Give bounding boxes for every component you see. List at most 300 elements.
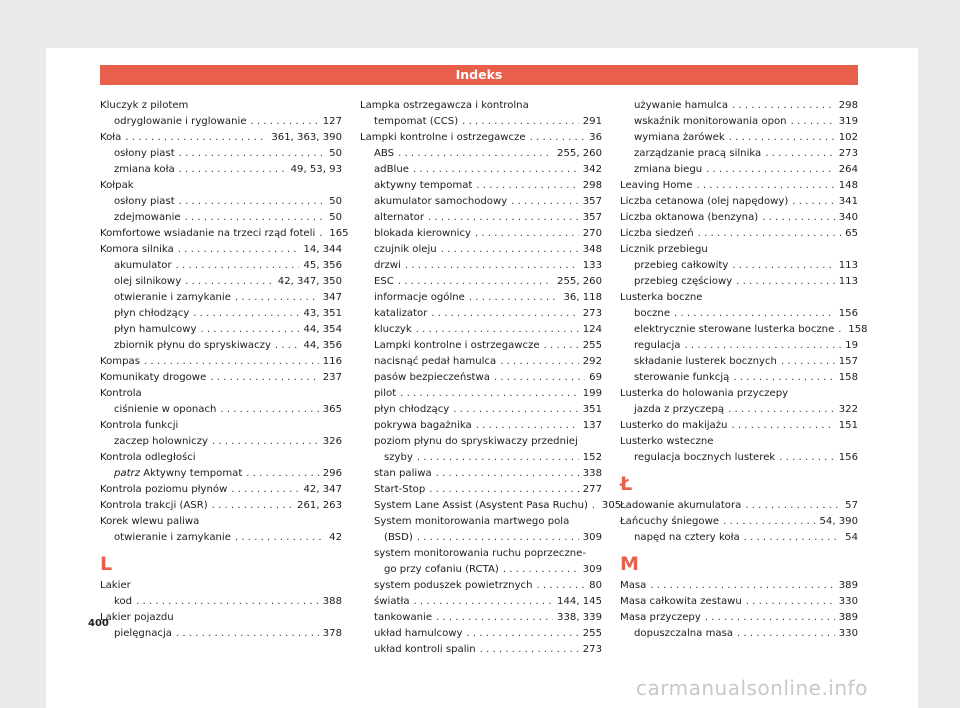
index-term-text: Liczba siedzeń (620, 228, 694, 239)
index-term-text: Start-Stop (374, 484, 426, 495)
index-term (100, 98, 188, 114)
page-reference: 341 (838, 196, 858, 207)
watermark: carmanualsonline.info (636, 676, 868, 700)
index-term-text: układ kontroli spalin (374, 644, 476, 655)
index-term-text: elektrycznie sterowane lusterka boczne (634, 324, 835, 335)
index-term (114, 402, 216, 418)
index-term-text: regulacja (634, 340, 681, 351)
page-reference: 273 (582, 308, 602, 319)
index-term (100, 354, 140, 370)
index-term (100, 242, 174, 258)
index-column-2 (360, 98, 622, 658)
dot-leader (144, 354, 319, 370)
dot-leader (530, 130, 586, 146)
index-term (114, 274, 181, 290)
index-term (114, 338, 271, 354)
dot-leader (220, 402, 318, 418)
index-term (634, 274, 732, 290)
index-term-text: pilot (374, 388, 397, 399)
index-term-text: poziom płynu do spryskiwaczy przedniej (374, 436, 578, 447)
index-term (634, 370, 729, 386)
page-reference: 298 (838, 100, 858, 111)
index-term-text: (BSD) (384, 532, 413, 543)
index-term-text: tankowanie (374, 612, 433, 623)
page-reference: 50 (329, 148, 342, 159)
dot-leader (416, 322, 579, 338)
index-subentry (100, 338, 342, 354)
index-term-text: zmiana biegu (634, 164, 703, 175)
page-reference: 49, 53, 93 (290, 164, 342, 175)
dot-leader (125, 130, 267, 146)
index-term (114, 530, 231, 546)
index-entry (620, 434, 858, 450)
page-reference: 45, 356 (303, 260, 342, 271)
index-term (100, 130, 121, 146)
page-reference: 291 (582, 116, 602, 127)
dot-leader (405, 258, 579, 274)
page-reference: 298 (582, 180, 602, 191)
index-subentry (360, 610, 602, 626)
dot-leader (231, 482, 299, 498)
dot-leader (475, 226, 579, 242)
index-term-text: system monitorowania ruchu poprzeczne- (374, 548, 587, 559)
dot-leader (762, 210, 835, 226)
index-subentry (100, 194, 342, 210)
index-term-text: zmiana koła (114, 164, 175, 175)
page-reference: 296 (322, 468, 342, 479)
index-term-text: Liczba cetanowa (olej napędowy) (620, 196, 789, 207)
index-term-text: zaczep holowniczy (114, 436, 208, 447)
dot-leader (193, 306, 299, 322)
dot-leader (179, 146, 325, 162)
dot-leader (733, 370, 834, 386)
page-reference: 157 (838, 356, 858, 367)
page-reference: 102 (838, 132, 858, 143)
index-term-text: Kontrola funkcji (100, 420, 179, 431)
dot-leader (765, 146, 834, 162)
dot-leader (503, 562, 579, 578)
page-reference: 144, 145 (557, 596, 602, 607)
index-term (374, 610, 432, 626)
dot-leader (732, 98, 835, 114)
index-term-text: jazda z przyczepą (634, 404, 725, 415)
index-term-text: Masa (620, 580, 647, 591)
page-reference: 378 (322, 628, 342, 639)
index-term (114, 466, 242, 482)
index-term-text: Kontrola odległości (100, 452, 196, 463)
index-term (634, 322, 834, 338)
page-reference: 357 (582, 212, 602, 223)
dot-leader (275, 338, 300, 354)
page-reference: 255 (582, 628, 602, 639)
section-title: Indeks (455, 67, 503, 82)
dot-leader (431, 306, 578, 322)
page-reference: 255 (582, 340, 602, 351)
index-term-text: pielęgnacja (114, 628, 172, 639)
index-entry (620, 418, 858, 434)
index-subentry (360, 466, 602, 482)
dot-leader (176, 258, 300, 274)
index-term (384, 450, 413, 466)
index-term-text: ESC (374, 276, 394, 287)
index-term-text: Aktywny tempomat (143, 468, 243, 479)
dot-leader (179, 162, 287, 178)
index-entry (620, 178, 858, 194)
index-term-text: blokada kierownicy (374, 228, 471, 239)
dot-leader (536, 578, 585, 594)
index-subentry (360, 578, 602, 594)
index-entry (620, 242, 858, 258)
index-subentry (360, 210, 602, 226)
dot-leader (136, 594, 319, 610)
index-term-text: Ładowanie akumulatora (620, 500, 742, 511)
page-reference: 113 (838, 260, 858, 271)
dot-leader (441, 242, 579, 258)
index-term (100, 418, 178, 434)
page-reference: 57 (845, 500, 858, 511)
index-term (100, 610, 174, 626)
page-reference: 351 (582, 404, 602, 415)
index-entry (620, 498, 858, 514)
index-term-text: akumulator (114, 260, 172, 271)
page-reference: 199 (582, 388, 602, 399)
index-term-text: Kołpak (100, 180, 134, 191)
index-term (620, 178, 692, 194)
page-reference: 42 (329, 532, 342, 543)
index-term (100, 578, 131, 594)
index-term (620, 210, 758, 226)
index-term (374, 498, 588, 514)
index-letter-heading: Ł (620, 473, 633, 495)
dot-leader (413, 162, 579, 178)
index-term (100, 178, 134, 194)
index-term (114, 210, 181, 226)
page-reference: 69 (589, 372, 602, 383)
dot-leader (398, 274, 553, 290)
dot-leader (246, 466, 318, 482)
page-reference: 50 (329, 212, 342, 223)
index-term-text: system poduszek powietrznych (374, 580, 533, 591)
page-reference: 42, 347 (303, 484, 342, 495)
dot-leader (179, 194, 325, 210)
index-term-text: płyn chłodzący (114, 308, 190, 319)
index-term (634, 114, 787, 130)
index-term-text: Komfortowe wsiadanie na trzeci rząd foteli (100, 228, 316, 239)
page-reference: 36 (589, 132, 602, 143)
dot-leader (684, 338, 841, 354)
index-subentry (360, 642, 602, 658)
dot-leader (732, 258, 834, 274)
index-term-text: System Lane Assist (Asystent Pasa Ruchu) (374, 500, 588, 511)
dot-leader (200, 322, 299, 338)
dot-leader (500, 354, 579, 370)
dot-leader (736, 274, 835, 290)
dot-leader (429, 482, 578, 498)
index-entry (620, 594, 858, 610)
index-subentry (360, 354, 602, 370)
page-reference: 389 (838, 580, 858, 591)
index-entry (620, 226, 858, 242)
dot-leader (235, 530, 325, 546)
index-subentry (360, 386, 602, 402)
index-term (114, 322, 196, 338)
index-term-text: otwieranie i zamykanie (114, 292, 231, 303)
section-header (100, 65, 858, 85)
dot-leader (210, 370, 318, 386)
index-term (634, 258, 728, 274)
index-subentry (100, 402, 342, 418)
index-term (620, 290, 703, 306)
page-reference: 133 (582, 260, 602, 271)
index-term (100, 370, 206, 386)
index-subentry (620, 130, 858, 146)
index-term-text: pokrywa bagażnika (374, 420, 472, 431)
index-term (114, 162, 175, 178)
dot-leader (476, 178, 578, 194)
page-reference: 309 (582, 532, 602, 543)
index-entry (100, 418, 342, 434)
index-subentry (100, 466, 342, 482)
index-entry (620, 610, 858, 626)
index-term (620, 434, 713, 450)
index-term (620, 610, 701, 626)
dot-leader (476, 418, 579, 434)
index-subentry (100, 162, 342, 178)
dot-leader (728, 402, 835, 418)
index-term-text: Kontrola trakcji (ASR) (100, 500, 208, 511)
index-term (360, 130, 526, 146)
page-reference: 361, 363, 390 (271, 132, 342, 143)
index-term-text: Lusterko wsteczne (620, 436, 714, 447)
index-term (374, 402, 449, 418)
index-term (620, 578, 646, 594)
dot-leader (176, 626, 319, 642)
index-term-text: tempomat (CCS) (374, 116, 459, 127)
page-reference: 127 (322, 116, 342, 127)
page-reference: 330 (838, 596, 858, 607)
index-term-text: Komunikaty drogowe (100, 372, 207, 383)
index-column-1 (100, 98, 349, 642)
index-term-text: używanie hamulca (634, 100, 729, 111)
index-term-text: wskaźnik monitorowania opon (634, 116, 787, 127)
index-term (114, 194, 175, 210)
index-subentry (360, 562, 602, 578)
index-entry (100, 450, 342, 466)
dot-leader (417, 530, 579, 546)
index-subentry (620, 370, 858, 386)
index-subentry (360, 146, 602, 162)
dot-leader (417, 450, 579, 466)
page-reference: 270 (582, 228, 602, 239)
index-entry (100, 498, 342, 514)
index-term-text: sterowanie funkcją (634, 372, 730, 383)
index-entry (100, 482, 342, 498)
index-subentry (360, 306, 602, 322)
index-term (374, 546, 586, 562)
index-term (374, 162, 409, 178)
index-entry (360, 130, 602, 146)
index-term-text: Masa całkowita zestawu (620, 596, 742, 607)
index-term-text: stan paliwa (374, 468, 432, 479)
dot-leader (737, 626, 835, 642)
page-reference: 156 (838, 452, 858, 463)
dot-leader (185, 274, 274, 290)
index-term-text: Kontrola poziomu płynów (100, 484, 228, 495)
index-term (620, 514, 719, 530)
index-subentry (100, 530, 342, 546)
page-reference: 54 (845, 532, 858, 543)
dot-leader (494, 370, 585, 386)
dot-leader (453, 402, 578, 418)
index-term-text: aktywny tempomat (374, 180, 473, 191)
index-term (620, 594, 742, 610)
index-term (374, 210, 424, 226)
index-term-text: System monitorowania martwego pola (374, 516, 570, 527)
index-subentry (360, 322, 602, 338)
dot-leader (779, 450, 834, 466)
dot-leader (723, 514, 815, 530)
index-term (100, 514, 199, 530)
index-term-text: Lampka ostrzegawcza i kontrolna (360, 100, 529, 111)
index-term-text: wymiana żarówek (634, 132, 725, 143)
index-subentry (360, 274, 602, 290)
index-term (374, 322, 412, 338)
dot-leader (706, 162, 835, 178)
page-reference: 322 (838, 404, 858, 415)
dot-leader (511, 194, 579, 210)
page-reference: 158 (838, 372, 858, 383)
page-reference: 255, 260 (557, 276, 602, 287)
index-term-text: katalizator (374, 308, 428, 319)
index-subentry (620, 274, 858, 290)
index-subentry (620, 162, 858, 178)
index-term (100, 386, 142, 402)
dot-leader (414, 594, 554, 610)
index-subentry (360, 162, 602, 178)
index-term-text: ciśnienie w oponach (114, 404, 217, 415)
dot-leader (235, 290, 319, 306)
index-subentry (100, 626, 342, 642)
index-term (114, 434, 208, 450)
index-term (374, 290, 465, 306)
index-subentry (360, 290, 602, 306)
index-term-text: adBlue (374, 164, 409, 175)
index-term (374, 146, 394, 162)
index-term-text: Kompas (100, 356, 140, 367)
index-term-text: zdejmowanie (114, 212, 181, 223)
index-term-text: Lusterko do makijażu (620, 420, 728, 431)
index-subentry (620, 354, 858, 370)
dot-leader (705, 610, 835, 626)
index-subentry (620, 98, 858, 114)
dot-leader (746, 594, 835, 610)
index-term (374, 466, 432, 482)
page-reference: 365 (322, 404, 342, 415)
index-term (114, 626, 172, 642)
index-letter-heading: M (620, 553, 639, 575)
index-subentry (100, 306, 342, 322)
page-reference: 347 (322, 292, 342, 303)
index-term-text: Kontrola (100, 388, 142, 399)
dot-leader (731, 418, 834, 434)
page-reference: 42, 347, 350 (277, 276, 342, 287)
dot-leader (436, 466, 579, 482)
index-subentry (360, 178, 602, 194)
page-reference: 113 (838, 276, 858, 287)
index-term-text: Komora silnika (100, 244, 174, 255)
page-reference: 326 (322, 436, 342, 447)
index-subentry (360, 226, 602, 242)
dot-leader (251, 114, 319, 130)
page-reference: 156 (838, 308, 858, 319)
index-subentry (360, 514, 602, 530)
index-term (634, 162, 702, 178)
index-subentry (360, 434, 602, 450)
index-term-text: odryglowanie i ryglowanie (114, 116, 247, 127)
index-term (114, 594, 132, 610)
index-term-text: zbiornik płynu do spryskiwaczy (114, 340, 271, 351)
dot-leader (744, 530, 841, 546)
index-term (374, 258, 401, 274)
index-term (620, 386, 788, 402)
index-subentry (360, 242, 602, 258)
index-term (374, 226, 471, 242)
index-term-text: osłony piast (114, 148, 175, 159)
dot-leader (436, 610, 553, 626)
page-reference: 273 (582, 644, 602, 655)
index-term (100, 226, 315, 242)
page-reference: 124 (582, 324, 602, 335)
index-entry (360, 98, 602, 114)
index-subentry (620, 626, 858, 642)
page-reference: 255, 260 (557, 148, 602, 159)
index-term (634, 402, 724, 418)
index-subentry (360, 450, 602, 466)
index-subentry (360, 482, 602, 498)
index-term (634, 450, 775, 466)
index-term-text: go przy cofaniu (RCTA) (384, 564, 499, 575)
index-entry (620, 194, 858, 210)
index-term (100, 482, 227, 498)
page-reference: 43, 351 (303, 308, 342, 319)
index-term (634, 338, 680, 354)
index-term-text: Kluczyk z pilotem (100, 100, 189, 111)
page-reference: 44, 356 (303, 340, 342, 351)
page-reference: 389 (838, 612, 858, 623)
index-entry (100, 178, 342, 194)
page-reference: 292 (582, 356, 602, 367)
index-term (374, 418, 472, 434)
index-term-text: szyby (384, 452, 413, 463)
index-letter-heading: L (100, 553, 113, 575)
index-subentry (360, 498, 622, 514)
index-subentry (360, 258, 602, 274)
index-term (374, 370, 490, 386)
index-subentry (620, 146, 858, 162)
page-reference: 65 (845, 228, 858, 239)
index-term-text: płyn chłodzący (374, 404, 450, 415)
index-term-text: olej silnikowy (114, 276, 182, 287)
index-term (634, 146, 761, 162)
dot-leader (792, 194, 834, 210)
index-term (620, 194, 788, 210)
page-reference: 165 (329, 228, 349, 239)
dot-leader (398, 146, 553, 162)
index-term-text: składanie lusterek bocznych (634, 356, 777, 367)
index-term-text: przebieg częściowy (634, 276, 733, 287)
page-reference: 340 (838, 212, 858, 223)
page-reference: 116 (322, 356, 342, 367)
